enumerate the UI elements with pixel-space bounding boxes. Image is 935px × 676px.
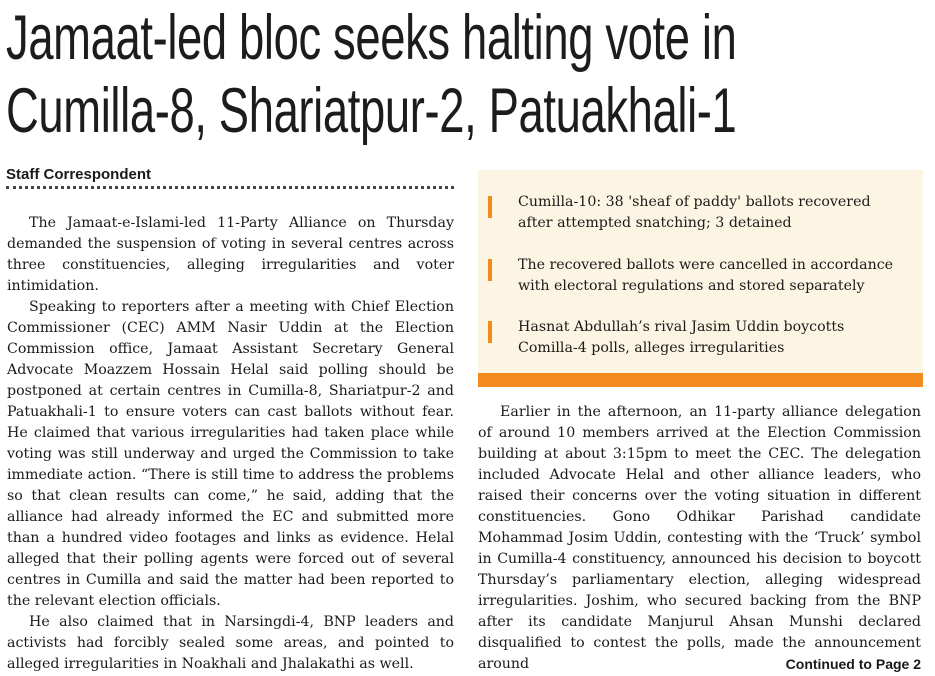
left-column bbox=[7, 213, 454, 675]
headline bbox=[6, 2, 737, 148]
highlight-item bbox=[488, 317, 908, 359]
highlight-marker bbox=[488, 321, 492, 343]
right-column bbox=[478, 402, 921, 675]
headline-line-2: Cumilla-8, Shariatpur-2, Patuakhali-1 bbox=[6, 76, 737, 146]
headline-line-1: Jamaat-led bloc seeks halting vote in bbox=[6, 3, 737, 73]
highlight-item bbox=[488, 192, 908, 234]
byline-divider bbox=[6, 186, 454, 189]
highlight-text: The recovered ballots were cancelled in accordance with electoral regulations and stored separately bbox=[518, 257, 894, 294]
highlights-bottom-bar bbox=[478, 373, 923, 387]
highlight-item bbox=[488, 255, 908, 297]
continued-link[interactable]: Continued to Page 2 bbox=[785, 656, 921, 672]
highlights-box bbox=[478, 170, 923, 385]
highlight-marker bbox=[488, 259, 492, 281]
highlight-marker bbox=[488, 196, 492, 218]
byline: Staff Correspondent bbox=[6, 166, 152, 183]
paragraph: The Jamaat-e-Islami-led 11-Party Alliance on Thursday demanded the suspension of voting in several centres across three constituencies, alleging irregularities and voter intimidation. bbox=[7, 215, 454, 294]
paragraph: He also claimed that in Narsingdi-4, BNP leaders and activists had forcibly sealed some areas, and pointed to alleged irregularities in Noakhali and Jhalakathi as well. bbox=[7, 614, 454, 672]
paragraph bbox=[478, 402, 921, 675]
highlight-text: Hasnat Abdullah’s rival Jasim Uddin boycotts Comilla-4 polls, alleges irregularities bbox=[518, 319, 845, 356]
paragraph: Speaking to reporters after a meeting with Chief Election Commissioner (CEC) AMM Nasir Uddin at the Election Commission office, Jamaat Assistant Secretary General Advocate Moazzem Hossain Helal said polling should be postponed at certain centres in Cumilla-8, Shariatpur-2 and Patuakhali-1 to ensure voters can cast ballots without fear. He claimed that various irregularities had taken place while voting was still underway and urged the Commission to take immediate action. “There is still time to address the problems so that clean results can come,” he said, adding that the alliance had already informed the EC and submitted more than a hundred video footages and links as evidence. Helal alleged that their polling agents were forced out of several centres in Cumilla and said the matter had been reported to the relevant election officials. bbox=[7, 299, 454, 609]
highlight-text: Cumilla-10: 38 'sheaf of paddy' ballots recovered after attempted snatching; 3 detained bbox=[518, 194, 871, 231]
paragraph-text: Earlier in the afternoon, an 11-party alliance delegation of around 10 members arrived at the Election Commission building at about 3:15pm to meet the CEC. The delegation included Advocate Helal and other alliance leaders, who raised their concerns over the voting situation in different constituencies. Gono Odhikar Parishad candidate Mohammad Josim Uddin, contesting with the ‘Truck’ symbol in Cumilla-4 constituency, announced his decision to boycott Thursday’s parliamentary election, alleging widespread irregularities. Joshim, who secured backing from the BNP after its candidate Manjurul Ahsan Munshi declared disqualified to contest the polls, made the announcement around bbox=[478, 404, 921, 672]
